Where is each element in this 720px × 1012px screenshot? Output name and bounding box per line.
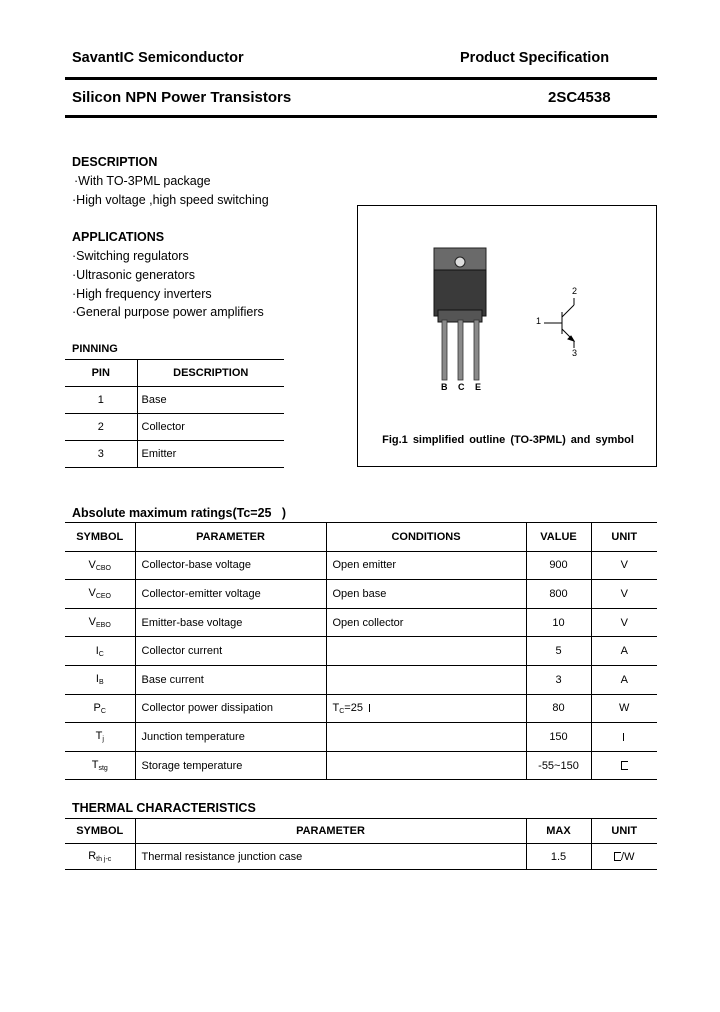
figure-box [357,205,657,467]
degree-box-glyph [369,704,371,712]
table-row [65,580,657,609]
package-body [434,270,486,316]
unit-header: UNIT [591,819,657,844]
conditions-cell: Open base [326,580,526,609]
value-cell: 800 [526,580,591,609]
ratings-table [65,522,657,780]
description-title: DESCRIPTION [72,155,158,169]
parameter-cell: Thermal resistance junction case [135,844,526,870]
applications-item: ·Ultrasonic generators [72,268,195,282]
degree-box-glyph [623,733,625,741]
conditions-cell [326,637,526,666]
pinning-table [65,359,284,468]
doc-type: Product Specification [460,50,610,66]
unit-cell: /W [591,844,657,870]
symbol-cell: $R_{th j-c}$ [65,844,135,870]
parameter-cell: Collector-emitter voltage [135,580,326,609]
pin-number: 1 [65,387,137,414]
product-line: Silicon NPN Power Transistors [72,89,292,106]
symbol-pin-label: 3 [572,348,578,358]
pin-header: PIN [65,360,137,387]
degree-box-glyph [614,852,621,861]
package-pin-letter: E [475,382,482,392]
value-cell: 10 [526,608,591,637]
value-cell: 900 [526,551,591,580]
table-row [65,441,284,468]
applications-item: ·High frequency inverters [72,287,212,301]
lead-b [442,320,447,380]
conditions-cell: $T_C=25$ [326,694,526,723]
max-cell: 1.5 [526,844,591,870]
conditions-cell: Open collector [326,608,526,637]
symbol-cell: $T_{stg}$ [65,751,135,780]
table-header-row [65,523,657,552]
parameter-cell: Storage temperature [135,751,326,780]
table-row [65,751,657,780]
conditions-cell: Open emitter [326,551,526,580]
figure-caption: Fig.1 simplified outline (TO-3PML) and symbol [382,434,634,446]
symbol-cell: $P_C$ [65,694,135,723]
table-row [65,694,657,723]
header-rule-top [65,77,657,80]
package-outline-image [358,206,658,406]
table-row [65,844,657,870]
table-header-row [65,360,284,387]
conditions-cell [326,665,526,694]
table-header-row [65,819,657,844]
pin-number: 3 [65,441,137,468]
unit-cell: A [591,665,657,694]
symbol-cell: $V_{CBO}$ [65,551,135,580]
thermal-table [65,818,657,870]
symbol-cell: $I_B$ [65,665,135,694]
symbol-cell: $V_{EBO}$ [65,608,135,637]
parameter-cell: Emitter-base voltage [135,608,326,637]
value-cell: 80 [526,694,591,723]
description-item: ·High voltage ,high speed switching [72,193,269,207]
conditions-cell [326,751,526,780]
conditions-cell [326,723,526,752]
package-pin-letter: C [458,382,465,392]
table-row [65,723,657,752]
parameter-header: PARAMETER [135,523,326,552]
value-cell: -55~150 [526,751,591,780]
unit-cell [591,751,657,780]
conditions-header: CONDITIONS [326,523,526,552]
parameter-cell: Collector power dissipation [135,694,326,723]
table-row [65,637,657,666]
thermal-title: THERMAL CHARACTERISTICS [72,801,256,815]
part-number: 2SC4538 [548,89,611,106]
table-row [65,665,657,694]
symbol-header: SYMBOL [65,819,135,844]
package-pin-letter: B [441,382,448,392]
pin-description-header: DESCRIPTION [137,360,284,387]
value-cell: 3 [526,665,591,694]
unit-cell: V [591,608,657,637]
value-header: VALUE [526,523,591,552]
symbol-cell: $T_j$ [65,723,135,752]
parameter-cell: Collector current [135,637,326,666]
unit-cell: V [591,551,657,580]
applications-title: APPLICATIONS [72,230,165,244]
table-row [65,414,284,441]
table-row [65,551,657,580]
table-row [65,608,657,637]
unit-cell [591,723,657,752]
pinning-title: PINNING [72,343,118,355]
applications-item: ·General purpose power amplifiers [72,305,264,319]
degree-box-glyph [621,761,628,770]
unit-cell: V [591,580,657,609]
symbol-header: SYMBOL [65,523,135,552]
header-rule-bottom [65,115,657,118]
ratings-title: Absolute maximum ratings(Tc=25 ) [72,506,287,520]
parameter-cell: Collector-base voltage [135,551,326,580]
pin-number: 2 [65,414,137,441]
lead-c [458,320,463,380]
mounting-hole [455,257,465,267]
symbol-cell: $I_C$ [65,637,135,666]
max-header: MAX [526,819,591,844]
applications-item: ·Switching regulators [72,249,189,263]
parameter-cell: Junction temperature [135,723,326,752]
symbol-cell: $V_{CEO}$ [65,580,135,609]
pin-description: Emitter [137,441,284,468]
unit-cell: A [591,637,657,666]
npn-symbol [544,298,574,348]
unit-header: UNIT [591,523,657,552]
lead-e [474,320,479,380]
parameter-cell: Base current [135,665,326,694]
value-cell: 5 [526,637,591,666]
unit-cell: W [591,694,657,723]
table-row [65,387,284,414]
parameter-header: PARAMETER [135,819,526,844]
description-item: ·With TO-3PML package [74,174,211,188]
pin-description: Collector [137,414,284,441]
company-name: SavantIC Semiconductor [72,50,244,66]
pin-description: Base [137,387,284,414]
symbol-pin-label: 1 [536,316,542,326]
value-cell: 150 [526,723,591,752]
symbol-pin-label: 2 [572,286,578,296]
